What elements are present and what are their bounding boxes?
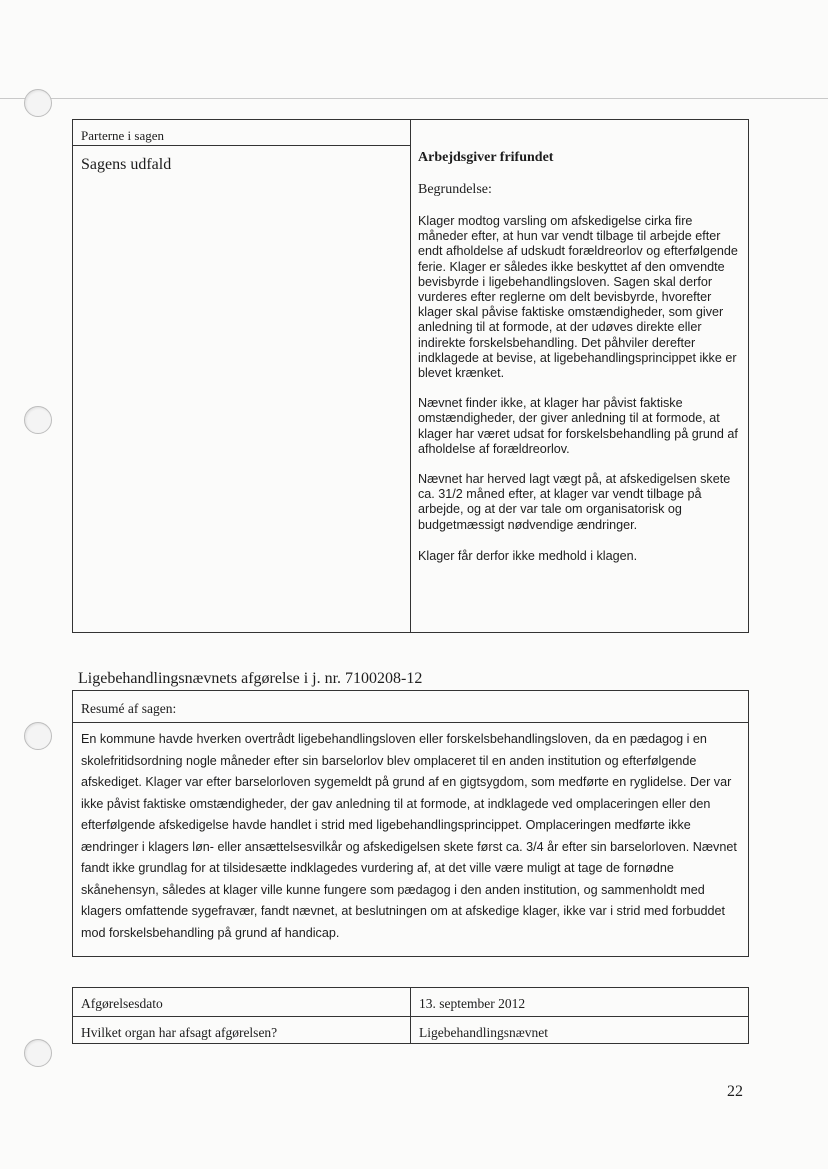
- page-number: 22: [727, 1083, 743, 1100]
- organ-label: Hvilket organ har afsagt afgørelsen?: [81, 1025, 278, 1040]
- reasoning-paragraph: Klager får derfor ikke medhold i klagen.: [418, 548, 638, 563]
- resume-box: [72, 690, 749, 957]
- table-divider: [73, 722, 748, 723]
- resume-label: Resumé af sagen:: [81, 701, 177, 716]
- outcome-cell: [418, 150, 740, 564]
- table-divider: [410, 120, 411, 632]
- punch-hole-2: [24, 406, 52, 434]
- afgorelsesdato-label: Afgørelsesdato: [81, 996, 163, 1011]
- punch-hole-3: [24, 722, 52, 750]
- outcome-heading: Arbejdsgiver frifundet: [418, 150, 554, 165]
- decision-info-table: [72, 987, 749, 1044]
- table-divider: [73, 1016, 748, 1017]
- punch-hole-1: [24, 89, 52, 117]
- begrundelse-label: Begrundelse:: [418, 182, 492, 197]
- parterne-label: Parterne i sagen: [81, 128, 165, 143]
- reasoning-paragraph: Klager modtog varsling om afskedigelse cirka fire måneder efter, at hun var vendt tilbage til arbejde efter endt afholdelse af udskudt forældreorlov og efterfølgende ferie. Klager er således ikke beskyttet af den omvendte bevisbyrde i ligebehandlingsloven. Sagen skal derfor vurderes efter reglerne om delt bevisbyrde, hvorefter klager skal påvise faktiske omstændigheder, som giver anledning til at formode, at der udøves direkte eller indirekte forskelsbehandling. Det påhviler derefter indklagede at bevise, at ligebehandlingsprincippet ikke er blevet krænket.: [418, 214, 738, 381]
- punch-hole-4: [24, 1039, 52, 1067]
- udfald-label: Sagens udfald: [81, 156, 172, 173]
- resume-text: En kommune havde hverken overtrådt ligebehandlingsloven eller forskelsbehandlingsloven, da en pædagog i en skolefritidsordning nogle måneder efter sin barselorlov blev omplaceret til en anden institution og efterfølgende afskediget. Klager var efter barselorloven sygemeldt på grund af en gigtsygdom, som medførte en ryglidelse. Der var ikke påvist faktiske omstændigheder, der gav anledning til at formode, at indklagede ved omplaceringen eller den efterfølgende afskedigelse havde handlet i strid med ligebehandlingsprincippet. Omplaceringen medførte ikke ændringer i klagers løn- eller ansættelsesvilkår og afskedigelsen skete først ca. 3/4 år efter sin barselorloven. Nævnet fandt ikke grundlag for at tilsidesætte indklagedes vurdering af, at det ville være muligt at tage de fornødne skånehensyn, således at klager ville kunne fungere som pædagog i den anden institution, og sammenholdt med klagers omfattende sygefravær, fandt nævnet, at beslutningen om at afskedige klager, ikke var i strid med forbuddet mod forskelsbehandling på grund af handicap.: [81, 732, 737, 940]
- table-divider: [73, 145, 410, 146]
- afgorelsesdato-value: 13. september 2012: [419, 996, 526, 1011]
- organ-value: Ligebehandlingsnævnet: [419, 1025, 548, 1040]
- case-outcome-table: [72, 119, 749, 633]
- scan-top-rule: [0, 98, 828, 99]
- reasoning-paragraph: Nævnet finder ikke, at klager har påvist faktiske omstændigheder, der giver anledning til at formode, at klager har været udsat for forskelsbehandling på grund af afholdelse af forældreorlov.: [418, 396, 738, 456]
- section-title: Ligebehandlingsnævnets afgørelse i j. nr. 7100208-12: [78, 670, 423, 687]
- reasoning-paragraph: Nævnet har herved lagt vægt på, at afskedigelsen skete ca. 31/2 måned efter, at klager var vendt tilbage på arbejde, og at der var tale om organisatorisk og budgetmæssigt nødvendige ændringer.: [418, 472, 731, 532]
